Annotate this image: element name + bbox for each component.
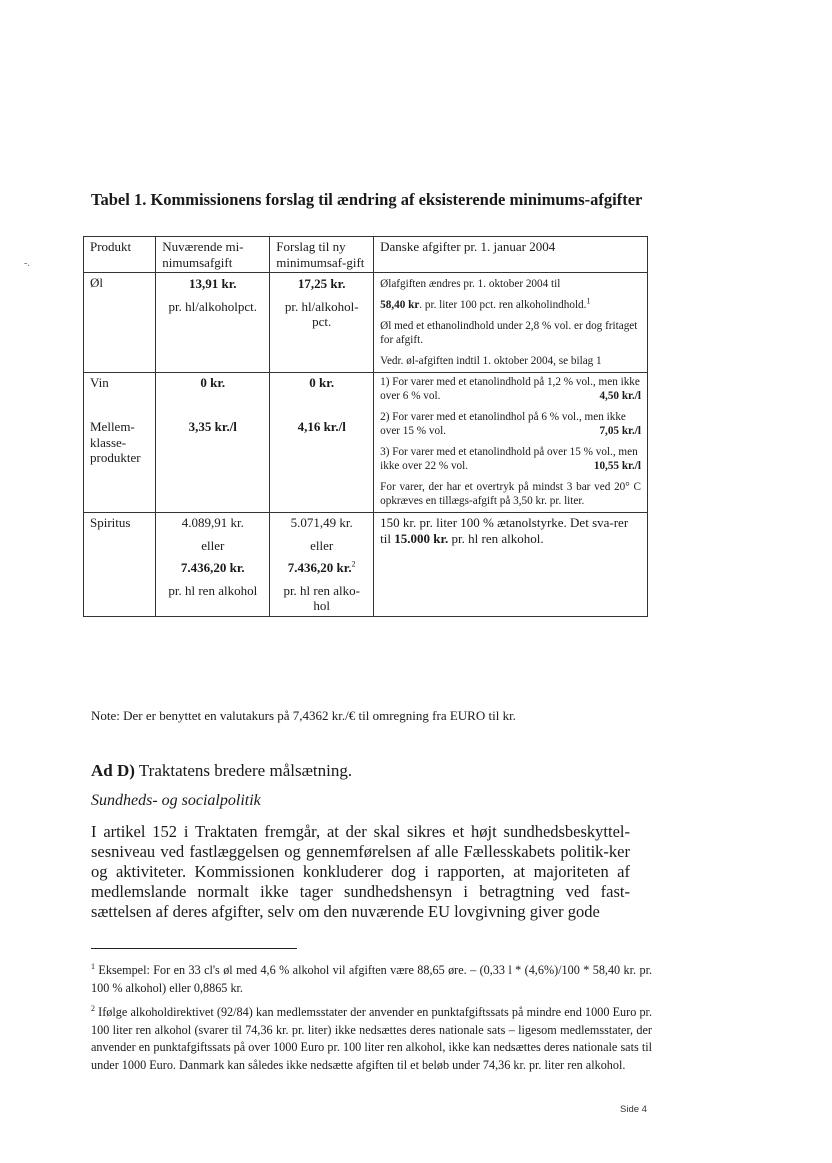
vin-rate-2-value: 7,05 kr./l: [599, 425, 641, 437]
cell-fors-spiritus: [270, 513, 374, 617]
vin-rate-1-text: 1) For varer med et etanolindhold på 1,2 % vol., men ikke over 6 % vol.: [380, 376, 640, 402]
table-header-row: [84, 237, 648, 273]
cell-nuv-spiritus: [156, 513, 270, 617]
vin-rate-1: [380, 375, 641, 403]
footnote-2-text: Ifølge alkoholdirektivet (92/84) kan medlemsstater der anvender en punktafgiftssats på mindre end 1000 Euro pr. 100 liter ren alkohol (svarer til 74,36 kr. pr. liter) ikke nedsættes deres nationale sats – ligesom medlemsstater, der anvender en punktafgiftssats på over 1000 Euro pr. 100 liter ren alkohol, ikke kan nedsættes deres nationale sats til under 1000 Euro. Danmark kan således ikke nedsætte afgiften til et beløb under 74,36 kr. pr. liter ren alkohol.: [91, 1005, 652, 1072]
danske-spiritus-bold: 15.000 kr.: [394, 530, 449, 546]
vin-rate-1-value: 4,50 kr./l: [599, 390, 641, 402]
fors-ol-unit: pr. hl/alkohol-pct.: [284, 298, 359, 329]
vin-extra: For varer, der har et overtryk på mindst 3 bar ved 20° C opkræves en tillægs-afgift på 3,50 kr. pr. liter.: [380, 481, 641, 507]
fors-spiritus-b-line: [276, 560, 367, 576]
vin-rate-2: [380, 410, 641, 438]
footnote-2-number: 2: [91, 1003, 95, 1013]
danske-ol-rate: 58,40 kr: [380, 299, 420, 311]
section-heading-text: Traktatens bredere målsætning.: [134, 761, 353, 780]
nuv-spiritus-b: 7.436,20 kr.: [180, 560, 245, 575]
cell-produkt-spiritus: Spiritus: [84, 513, 156, 617]
section-heading: [91, 761, 352, 781]
danske-ol-line4: Vedr. øl-afgiften indtil 1. oktober 2004, se bilag 1: [380, 355, 602, 367]
subheading: Sundheds- og socialpolitik: [91, 792, 261, 809]
nuv-spiritus-or: eller: [201, 537, 225, 553]
danske-ol-line1: Ølafgiften ændres pr. 1. oktober 2004 til: [380, 278, 561, 290]
page-number: Side 4: [620, 1104, 647, 1115]
footnote-2: [91, 1004, 652, 1074]
danske-spiritus-pre: 150 kr. pr. liter 100 % ætanolstyrke. Det sva-rer til: [380, 515, 629, 546]
nuv-ol-value: 13,91 kr.: [189, 276, 237, 291]
cell-fors-ol: [270, 273, 374, 373]
header-forslag: Forslag til ny minimumsaf-gift: [270, 237, 374, 273]
header-nuvaerende: Nuværende mi-nimumsafgift: [156, 237, 270, 273]
footnote-1-text: Eksempel: For en 33 cl's øl med 4,6 % alkohol vil afgiften være 88,65 øre. – (0,33 l * (4,6%)/100 * 58,40 kr. pr. 100 % alkohol) eller 0,8865 kr.: [91, 963, 652, 995]
cell-produkt-mellem: Mellem-klasse-produkter: [84, 417, 156, 513]
footnote-1: [91, 962, 652, 997]
cell-nuv-ol: [156, 273, 270, 373]
nuv-spiritus-a: 4.089,91 kr.: [181, 515, 244, 530]
footnote-separator: [91, 948, 297, 949]
section-heading-label: Ad D): [91, 761, 135, 780]
table-row-spiritus: [84, 513, 648, 617]
footnote-ref-2: 2: [351, 559, 356, 569]
danske-spiritus-post: pr. hl ren alkohol.: [448, 530, 544, 546]
cell-nuv-vin: 0 kr.: [156, 373, 270, 418]
nuv-ol-unit: pr. hl/alkoholpct.: [168, 298, 258, 314]
vin-rate-3: [380, 445, 641, 473]
danske-ol-rate-desc: . pr. liter 100 pct. ren alkoholindhold.: [419, 299, 587, 311]
footnote-ref-1: 1: [586, 296, 591, 306]
danske-ol-line3: Øl med et ethanolindhold under 2,8 % vol. er dog fritaget for afgift.: [380, 320, 638, 346]
cell-danske-vin: [374, 373, 648, 513]
table-note: Note: Der er benyttet en valutakurs på 7,4362 kr./€ til omregning fra EURO til kr.: [91, 708, 516, 723]
stray-mark: -.: [24, 258, 30, 269]
vin-rate-3-text: 3) For varer med et etanolindhold på over 15 % vol., men ikke over 22 % vol.: [380, 446, 638, 472]
cell-danske-spiritus: [374, 513, 648, 617]
cell-danske-ol: [374, 273, 648, 373]
table-title: Tabel 1. Kommissionens forslag til ændring af eksisterende minimums-afgifter: [91, 190, 643, 209]
cell-produkt-vin: Vin: [84, 373, 156, 418]
fors-spiritus-unit: pr. hl ren alko-hol: [283, 582, 360, 613]
cell-nuv-mellem: 3,35 kr./l: [156, 417, 270, 513]
fors-spiritus-a: 5.071,49 kr.: [290, 515, 353, 530]
danske-ol-line2: [380, 298, 641, 312]
header-produkt: Produkt: [84, 237, 156, 273]
fors-spiritus-or: eller: [310, 537, 334, 553]
fors-spiritus-b: 7.436,20 kr.: [287, 560, 352, 575]
vin-rate-3-value: 10,55 kr./l: [593, 460, 641, 472]
table-row-ol: [84, 273, 648, 373]
body-paragraph: I artikel 152 i Traktaten fremgår, at der skal sikres et højt sundhedsbeskyttel-sesniveau ved fastlæggelsen og gennemførelsen af alle Fællesskabets politik-ker og aktiviteter. Kommissionen konkluderer dog i rapporten, at majoriteten af medlemslande normalt ikke tager sundhedshensyn i betragtning ved fast-sættelsen af deres afgifter, selv om den nuværende EU lovgivning giver gode: [91, 822, 630, 921]
footnote-1-number: 1: [91, 961, 95, 971]
table-row-vin: [84, 373, 648, 418]
fors-ol-value: 17,25 kr.: [297, 276, 346, 291]
header-danske: Danske afgifter pr. 1. januar 2004: [374, 237, 648, 273]
vin-rate-2-text: 2) For varer med et etanolindhol på 6 % vol., men ikke over 15 % vol.: [380, 411, 626, 437]
nuv-spiritus-unit: pr. hl ren alkohol: [168, 582, 258, 598]
cell-fors-mellem: 4,16 kr./l: [270, 417, 374, 513]
tax-table: [83, 236, 648, 617]
cell-produkt-ol: Øl: [84, 273, 156, 373]
cell-fors-vin: 0 kr.: [270, 373, 374, 418]
